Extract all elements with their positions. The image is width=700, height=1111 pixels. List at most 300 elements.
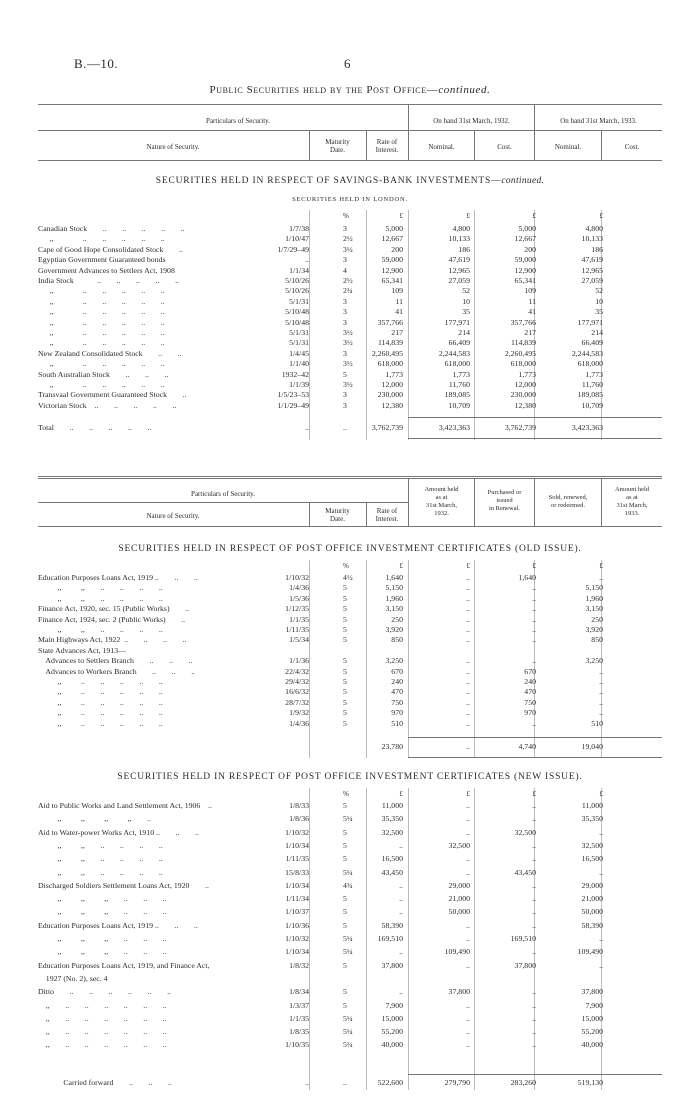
security-name: ,, .. .. .. .. .. — [38, 307, 165, 317]
table-row — [0, 234, 700, 243]
security-name: Main Highways Act, 1922 .. .. .. .. — [38, 635, 187, 645]
interest-rate: 5¼ — [343, 1013, 353, 1023]
value-col-3: .. — [532, 1000, 536, 1010]
security-name: Aid to Public Works and Land Settlement Act, 1906 .. — [38, 801, 212, 810]
page-title-suffix: continued. — [438, 84, 491, 96]
security-name: ,, ,, ,, .. .. .. — [38, 907, 167, 917]
value-col-1: 11 — [395, 296, 403, 306]
value-col-4: 12,965 — [581, 265, 603, 275]
value-col-3: .. — [532, 814, 536, 824]
value-col-4: .. — [599, 960, 603, 970]
value-col-4: .. — [599, 934, 603, 943]
unit-label: £ — [399, 562, 403, 570]
table2-header-bottom-rule — [38, 526, 662, 527]
security-name: Aid to Water-power Works Act, 1910 .. .. .. — [38, 827, 199, 837]
table2-rate-header — [366, 507, 408, 523]
interest-rate: 5 — [343, 1000, 347, 1010]
value-col-2: .. — [466, 625, 470, 634]
table-row — [0, 359, 700, 368]
interest-rate: 5¼ — [343, 867, 353, 877]
table1-particulars-header: Particulars of Security. — [206, 117, 270, 125]
value-col-1: 12,000 — [381, 380, 403, 389]
table-row — [0, 401, 700, 410]
value-col-3: .. — [532, 583, 536, 593]
maturity-date: 1/10/35 — [285, 1040, 309, 1050]
table-row — [0, 677, 700, 686]
table2-maturity-line1: Maturity — [325, 507, 350, 515]
interest-rate: 5 — [343, 625, 347, 634]
value-col-1: 357,766 — [377, 317, 403, 327]
maturity-date: 1/11/35 — [285, 625, 309, 634]
value-col-4: 5,150 — [585, 583, 603, 593]
value-col-4: .. — [599, 687, 603, 697]
maturity-date: 1/1/34 — [289, 265, 309, 275]
value-col-1: 5,150 — [385, 583, 403, 593]
maturity-date: 1/7/38 — [289, 224, 309, 233]
table-row — [0, 297, 700, 306]
interest-rate: 3 — [343, 317, 347, 327]
value-col-1: 217 — [391, 328, 403, 337]
value-col-2: .. — [466, 656, 470, 666]
value-col-4: 1,773 — [585, 369, 603, 379]
maturity-date: 1/9/32 — [289, 708, 309, 718]
table2-nature-header: Nature of Security. — [146, 512, 200, 520]
table-row — [0, 307, 700, 316]
value-col-4: 66,409 — [581, 338, 603, 348]
value-col-4: 250 — [591, 614, 603, 624]
table-row — [0, 255, 700, 264]
value-col-4: 35,350 — [581, 814, 603, 824]
table1-total-rule — [408, 417, 662, 418]
table1-onhand-rule — [409, 130, 662, 131]
value-col-2: .. — [466, 934, 470, 943]
table2-sold-header — [535, 494, 601, 510]
security-name: ,, .. .. .. .. .. — [38, 718, 163, 728]
interest-rate: 3½ — [343, 359, 353, 369]
value-col-3: 217 — [524, 328, 536, 337]
interest-rate: 3 — [343, 255, 347, 265]
table-row — [0, 708, 700, 717]
table-row — [0, 245, 700, 254]
security-name: Discharged Soldiers Settlement Loans Act, 1920 .. — [38, 880, 209, 890]
value-col-2: 35 — [462, 307, 470, 317]
value-col-4: 15,000 — [581, 1013, 603, 1023]
value-col-4: .. — [599, 666, 603, 676]
table1-nominal-header-1933: Nominal. — [554, 143, 582, 151]
maturity-date: 1/8/34 — [289, 987, 309, 997]
interest-rate: 2¾ — [343, 286, 353, 296]
interest-rate: 3½ — [343, 380, 353, 389]
interest-rate: 5 — [343, 677, 347, 686]
maturity-date: 15/8/33 — [285, 867, 309, 877]
interest-rate: 3½ — [343, 338, 353, 348]
table1-rate-line2: Interest. — [375, 146, 399, 154]
interest-rate: 3½ — [343, 244, 353, 254]
value-col-4: 11,760 — [581, 380, 603, 389]
value-col-2: 10 — [462, 296, 470, 306]
value-col-3: .. — [532, 1027, 536, 1037]
maturity-date: 1/4/36 — [289, 583, 309, 593]
interest-rate: 3½ — [343, 328, 353, 337]
value-col-1: 618,000 — [377, 359, 403, 369]
table-row — [0, 635, 700, 644]
interest-rate: 5 — [343, 827, 347, 837]
security-name: 1927 (No. 2), sec. 4 — [38, 973, 108, 983]
interest-rate: 5 — [343, 801, 347, 810]
value-col-1: .. — [399, 947, 403, 957]
london-subtitle: SECURITIES HELD IN LONDON. — [292, 196, 408, 203]
security-name: Canadian Stock .. .. .. .. .. — [38, 224, 185, 233]
maturity-date: 1/8/35 — [289, 1027, 309, 1037]
security-name: ,, ,, .. .. .. .. — [38, 840, 163, 850]
value-col-4: .. — [599, 697, 603, 707]
value-col-3: .. — [532, 840, 536, 850]
security-name: ,, .. .. .. .. .. — [38, 687, 163, 697]
maturity-date: 16/6/32 — [285, 687, 309, 697]
table1-total-row — [0, 423, 700, 432]
value-col-4: 3,150 — [585, 604, 603, 614]
security-name: Finance Act, 1920, sec. 15 (Public Works) .. — [38, 604, 190, 614]
security-name: ,, .. .. .. .. .. — [38, 338, 165, 348]
value-col-4: 3,920 — [585, 625, 603, 634]
new-issue-unit-row — [0, 790, 700, 799]
value-col-1: 43,450 — [381, 867, 403, 877]
value-col-3: .. — [532, 907, 536, 917]
table1-header-divider — [366, 130, 367, 160]
value-col-2: .. — [466, 1040, 470, 1050]
value-col-4: 109,490 — [577, 947, 603, 957]
interest-rate: 5 — [343, 604, 347, 614]
interest-rate: 5 — [343, 840, 347, 850]
value-col-3: 970 — [524, 708, 536, 718]
maturity-date: 1/3/37 — [289, 1000, 309, 1010]
security-name: South Australian Stock .. .. .. — [38, 369, 169, 379]
unit-label: £ — [399, 790, 403, 798]
table-row — [0, 328, 700, 337]
value-col-2: 66,409 — [448, 338, 470, 348]
value-col-4: 3,423,363 — [571, 423, 603, 432]
security-name: ,, .. .. .. .. .. — [38, 677, 163, 686]
value-col-3: 1,773 — [518, 369, 536, 379]
security-name: ,, .. .. .. .. .. .. — [38, 1040, 167, 1050]
value-col-1: 12,380 — [381, 400, 403, 410]
security-name: Government Advances to Settlers Act, 1908 — [38, 265, 175, 275]
security-name: Education Purposes Loans Act, 1919, and Finance Act, — [38, 960, 210, 970]
table1-maturity-line1: Maturity — [325, 138, 350, 146]
maturity-date: 5/1/31 — [289, 328, 309, 337]
value-col-2: 10,133 — [448, 234, 470, 244]
interest-rate: 5 — [343, 960, 347, 970]
maturity-date: 1/5/23–53 — [277, 390, 309, 400]
value-col-1: 250 — [391, 614, 403, 624]
table1-rate-line1: Rate of — [376, 138, 398, 146]
value-col-4: 50,000 — [581, 907, 603, 917]
table-row — [0, 370, 700, 379]
value-col-2: 11,760 — [448, 380, 470, 389]
table-row — [0, 814, 700, 823]
value-col-3: 618,000 — [510, 359, 536, 369]
table-row — [0, 719, 700, 728]
table1-nature-header: Nature of Security. — [146, 143, 200, 151]
table2-held1932-line2: as at — [435, 494, 448, 501]
value-col-3: 37,800 — [514, 960, 536, 970]
table2-held1932-line1: Amount held — [424, 486, 459, 493]
interest-rate: 5 — [343, 369, 347, 379]
value-col-2: 27,059 — [448, 276, 470, 285]
table2-particulars-header: Particulars of Security. — [191, 490, 255, 498]
value-col-3: .. — [532, 1013, 536, 1023]
value-col-1: 850 — [391, 635, 403, 645]
security-name: Advances to Settlers Branch .. .. .. — [38, 656, 193, 666]
page-title-text: Public Securities held by the Post Office — [209, 84, 427, 96]
page-number: 6 — [344, 56, 351, 71]
table-row — [0, 338, 700, 347]
table-row — [0, 583, 700, 592]
security-name: India Stock .. .. .. .. .. — [38, 276, 179, 285]
unit-label: £ — [466, 212, 470, 220]
page-title: Public Securities held by the Post Office—continued. — [209, 84, 491, 96]
maturity-date: 5/10/26 — [285, 276, 309, 285]
maturity-date: 1/1/39 — [289, 380, 309, 389]
old-issue-total-bottom-rule — [408, 757, 662, 758]
value-col-4: 510 — [591, 718, 603, 728]
value-col-3: .. — [532, 625, 536, 634]
maturity-date: 1/1/40 — [289, 359, 309, 369]
interest-rate: 5 — [343, 697, 347, 707]
value-col-4: 16,500 — [581, 854, 603, 864]
value-col-3: 5,000 — [518, 224, 536, 233]
maturity-date: 28/7/32 — [285, 697, 309, 707]
value-col-3: 750 — [524, 697, 536, 707]
unit-label: % — [343, 212, 349, 220]
value-col-4: 186 — [591, 244, 603, 254]
value-col-4: 58,390 — [581, 920, 603, 930]
value-col-2: 177,971 — [444, 317, 470, 327]
value-col-1: 55,200 — [381, 1027, 403, 1037]
value-col-3: 11 — [528, 296, 536, 306]
value-col-4: 214 — [591, 328, 603, 337]
value-col-4: 47,619 — [581, 255, 603, 265]
table1-particulars-rule — [38, 130, 408, 131]
security-name: ,, ,, ,, .. .. .. — [38, 934, 167, 943]
value-col-3: 43,450 — [514, 867, 536, 877]
value-col-3: 283,260 — [510, 1078, 536, 1087]
savings-bank-section-suffix: continued. — [501, 176, 545, 186]
table-row — [0, 266, 700, 275]
table2-purchased-header — [475, 489, 534, 513]
security-name: ,, ,, .. .. .. .. — [38, 593, 163, 603]
value-col-2: .. — [466, 708, 470, 718]
security-name: ,, ,, ,, ,, .. — [38, 814, 152, 824]
table-row — [0, 801, 700, 810]
value-col-3: 230,000 — [510, 390, 536, 400]
value-col-1: 470 — [391, 687, 403, 697]
table1-nominal-header-1932: Nominal. — [428, 143, 455, 151]
maturity-date: 1/10/34 — [285, 947, 309, 957]
table-row — [0, 276, 700, 285]
value-col-4: .. — [599, 573, 603, 582]
value-col-4: 32,500 — [581, 840, 603, 850]
unit-label: £ — [399, 212, 403, 220]
maturity-date: 1/8/36 — [289, 814, 309, 824]
table2-maturity-line2: Date. — [330, 515, 345, 523]
old-issue-section-title: SECURITIES HELD IN RESPECT OF POST OFFICE INVESTMENT CERTIFICATES (OLD ISSUE). — [118, 544, 582, 554]
savings-bank-section-text: SECURITIES HELD IN RESPECT OF SAVINGS-BANK INVESTMENTS — [155, 176, 492, 186]
value-col-2: 214 — [458, 328, 470, 337]
security-name: ,, ,, ,, .. .. .. — [38, 894, 167, 904]
value-col-1: .. — [399, 880, 403, 890]
value-col-4: 10,709 — [581, 400, 603, 410]
value-col-4: .. — [599, 708, 603, 718]
value-col-1: 240 — [391, 677, 403, 686]
value-col-3: 12,380 — [514, 400, 536, 410]
table2-held1932-header — [409, 486, 474, 518]
value-col-3: 41 — [528, 307, 536, 317]
table-row — [0, 987, 700, 996]
value-col-1: 1,960 — [385, 593, 403, 603]
interest-rate: 5¼ — [343, 1040, 353, 1050]
value-col-3: .. — [532, 920, 536, 930]
security-name: ,, .. .. .. .. .. — [38, 328, 165, 337]
value-col-2: 32,500 — [448, 840, 470, 850]
value-col-3: 12,900 — [514, 265, 536, 275]
unit-label: £ — [466, 562, 470, 570]
value-col-2: .. — [466, 718, 470, 728]
value-col-4: 7,900 — [585, 1000, 603, 1010]
security-name: Cape of Good Hope Consolidated Stock .. — [38, 244, 183, 254]
table2-held1933-line3: 31st March, — [616, 502, 648, 509]
unit-label: % — [343, 790, 349, 798]
value-col-2: 21,000 — [448, 894, 470, 904]
value-col-4: 1,960 — [585, 593, 603, 603]
maturity-date: 1/10/37 — [285, 907, 309, 917]
maturity-date: 1/1/35 — [289, 614, 309, 624]
maturity-date: .. — [305, 255, 309, 265]
maturity-date: 1/5/36 — [289, 593, 309, 603]
security-name: State Advances Act, 1913— — [38, 645, 126, 655]
value-col-1: 15,000 — [381, 1013, 403, 1023]
unit-label: £ — [599, 212, 603, 220]
table1-rate-header — [366, 138, 408, 154]
table-row — [0, 286, 700, 295]
table-row — [0, 868, 700, 877]
value-col-3: 670 — [524, 666, 536, 676]
table1-header-divider — [309, 130, 310, 160]
maturity-date: 1/10/34 — [285, 840, 309, 850]
table-row — [0, 1040, 700, 1049]
value-col-1: 12,667 — [381, 234, 403, 244]
table2-header-divider — [534, 478, 535, 526]
interest-rate: 5¼ — [343, 1027, 353, 1037]
value-col-4: 10,133 — [581, 234, 603, 244]
maturity-date: 1/4/36 — [289, 718, 309, 728]
table2-rate-line2: Interest. — [375, 515, 399, 523]
value-col-1: .. — [399, 840, 403, 850]
maturity-date: 1/11/35 — [285, 854, 309, 864]
maturity-date: 1/1/35 — [289, 1013, 309, 1023]
carried-forward-rule — [408, 1074, 662, 1075]
table2-sold-line1: Sold, renewed, — [548, 494, 588, 501]
value-col-1: 23,780 — [381, 742, 403, 751]
unit-label: £ — [532, 562, 536, 570]
interest-rate: 5¼ — [343, 814, 353, 824]
maturity-date: 22/4/32 — [285, 666, 309, 676]
document-reference: B.—10. — [74, 56, 119, 71]
value-col-2: 2,244,583 — [438, 348, 470, 358]
value-col-4: 2,244,583 — [571, 348, 603, 358]
table2-particulars-rule — [38, 502, 408, 503]
table-row — [0, 961, 700, 970]
table1-onhand1933-header: On hand 31st March, 1933. — [560, 117, 637, 125]
value-col-2: .. — [466, 697, 470, 707]
maturity-date: 1932–42 — [281, 369, 309, 379]
value-col-1: 65,341 — [381, 276, 403, 285]
unit-label: £ — [599, 562, 603, 570]
value-col-1: 109 — [391, 286, 403, 296]
maturity-date: .. — [305, 1078, 309, 1087]
security-name: ,, ,, .. .. .. .. — [38, 583, 163, 593]
table2-purchased-line1: Purchased or — [487, 489, 522, 496]
value-col-3: .. — [532, 947, 536, 957]
value-col-3: .. — [532, 1040, 536, 1050]
value-col-2: 50,000 — [448, 907, 470, 917]
value-col-2: .. — [466, 583, 470, 593]
value-col-3: 200 — [524, 244, 536, 254]
value-col-3: 240 — [524, 677, 536, 686]
interest-rate: 5 — [343, 583, 347, 593]
value-col-1: 3,762,739 — [371, 423, 403, 432]
value-col-1: 16,500 — [381, 854, 403, 864]
table-row — [0, 625, 700, 634]
value-col-2: .. — [466, 814, 470, 824]
value-col-1: 1,773 — [385, 369, 403, 379]
table2-held1933-header — [602, 486, 662, 518]
maturity-date: 1/10/32 — [285, 573, 309, 582]
value-col-4: 52 — [595, 286, 603, 296]
table-row — [0, 604, 700, 613]
table1-onhand1932-header: On hand 31st March, 1932. — [433, 117, 510, 125]
interest-rate: 5 — [343, 666, 347, 676]
value-col-3: 65,341 — [514, 276, 536, 285]
value-col-3: .. — [532, 614, 536, 624]
value-col-1: 11,000 — [381, 801, 403, 810]
table2-held1933-line4: 1933. — [624, 510, 640, 517]
value-col-1: 32,500 — [381, 827, 403, 837]
value-col-1: 114,839 — [377, 338, 403, 348]
interest-rate: 3 — [343, 296, 347, 306]
security-name: Egyptian Government Guaranteed bonds — [38, 255, 166, 265]
value-col-3: .. — [532, 854, 536, 864]
table-row — [0, 224, 700, 233]
value-col-1: 3,250 — [385, 656, 403, 666]
value-col-1: 750 — [391, 697, 403, 707]
value-col-3: 1,640 — [518, 573, 536, 582]
interest-rate: 5 — [343, 635, 347, 645]
value-col-1: 1,640 — [385, 573, 403, 582]
value-col-4: 850 — [591, 635, 603, 645]
value-col-3: 169,510 — [510, 934, 536, 943]
security-name: Education Purposes Loans Act, 1919 .. .. .. — [38, 573, 198, 582]
savings-bank-section-title: SECURITIES HELD IN RESPECT OF SAVINGS-BANK INVESTMENTS—continued. — [155, 176, 545, 186]
table-row — [0, 974, 700, 983]
value-col-3: .. — [532, 894, 536, 904]
value-col-2: .. — [466, 614, 470, 624]
value-col-4: .. — [599, 677, 603, 686]
value-col-2: 37,800 — [448, 987, 470, 997]
maturity-date: 5/10/26 — [285, 286, 309, 296]
value-col-1: .. — [399, 987, 403, 997]
old-issue-unit-row — [0, 562, 700, 571]
